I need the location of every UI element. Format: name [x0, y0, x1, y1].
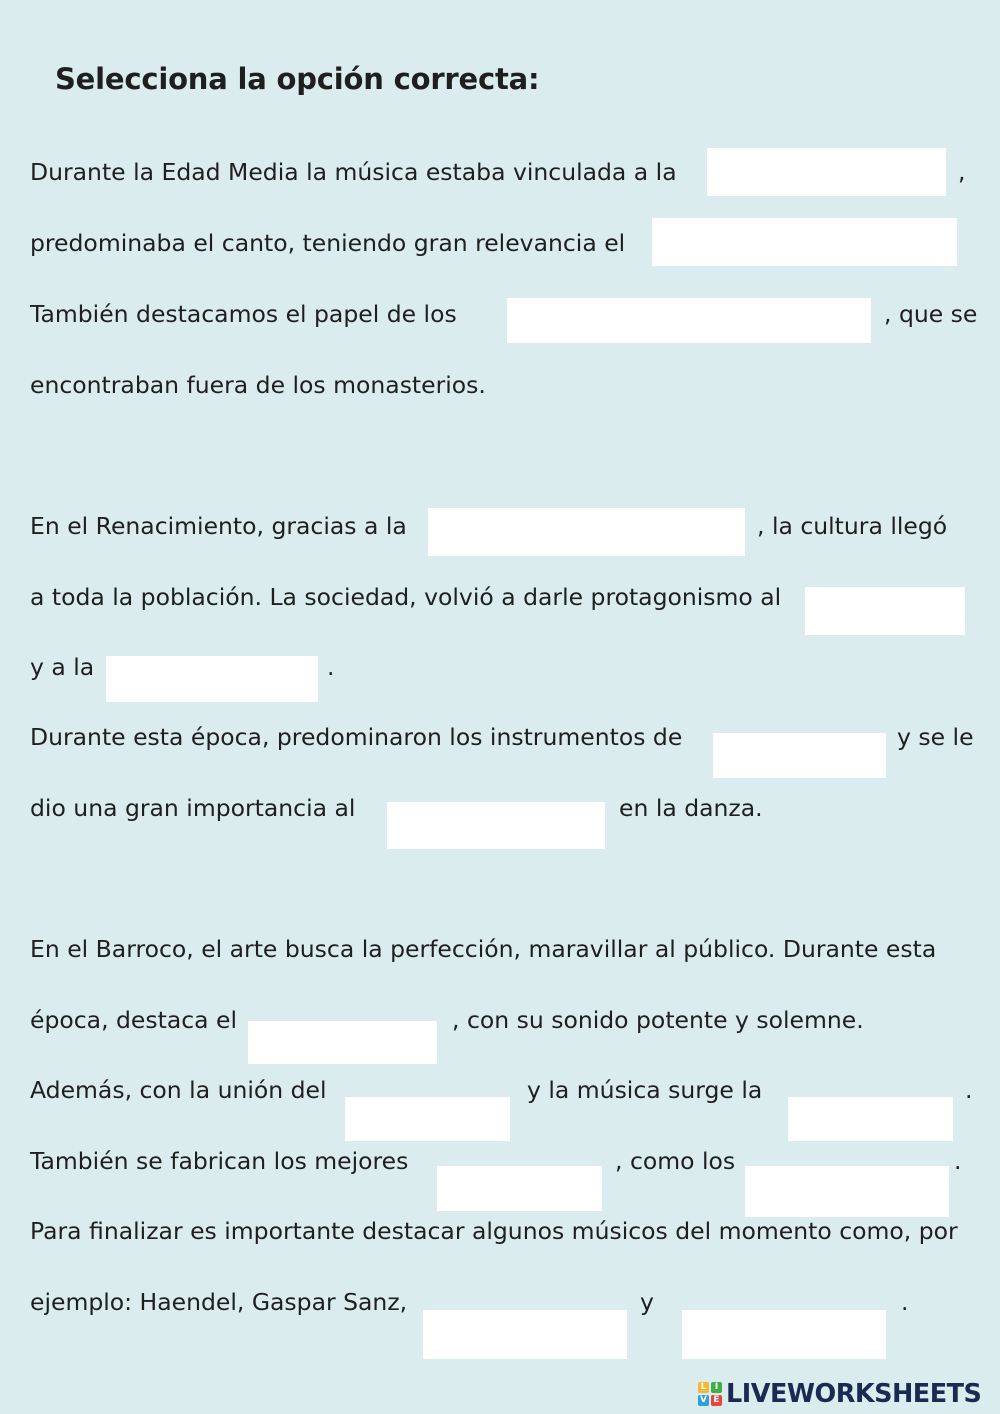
- text-fragment: y: [640, 1288, 654, 1316]
- text-fragment: .: [327, 653, 335, 681]
- text-fragment: .: [901, 1288, 909, 1316]
- answer-blank-5[interactable]: [805, 587, 965, 635]
- answer-blank-14[interactable]: [423, 1310, 627, 1359]
- text-fragment: , que se: [884, 300, 978, 328]
- text-line: encontraban fuera de los monasterios.: [30, 371, 486, 399]
- logo-letter: I: [711, 1382, 722, 1393]
- text-line: También se fabrican los mejores: [30, 1147, 409, 1175]
- logo-letter: L: [698, 1382, 709, 1393]
- answer-blank-4[interactable]: [428, 508, 745, 556]
- answer-blank-8[interactable]: [387, 802, 605, 849]
- text-line: Durante la Edad Media la música estaba vinculada a la: [30, 158, 677, 186]
- text-line: ejemplo: Haendel, Gaspar Sanz,: [30, 1288, 408, 1316]
- liveworksheets-name: LIVEWORKSHEETS: [726, 1379, 982, 1409]
- logo-letter: V: [698, 1395, 709, 1406]
- answer-blank-1[interactable]: [707, 148, 946, 196]
- text-fragment: y se le: [897, 723, 974, 751]
- answer-blank-2[interactable]: [652, 218, 957, 266]
- text-fragment: .: [965, 1076, 973, 1104]
- text-line: dio una gran importancia al: [30, 794, 356, 822]
- answer-blank-11[interactable]: [788, 1097, 953, 1141]
- text-line: predominaba el canto, teniendo gran relevancia el: [30, 229, 626, 257]
- answer-blank-12[interactable]: [437, 1166, 602, 1211]
- answer-blank-13[interactable]: [745, 1166, 949, 1217]
- liveworksheets-logo-icon: [698, 1382, 722, 1406]
- text-line: a toda la población. La sociedad, volvió a darle protagonismo al: [30, 583, 782, 611]
- text-line: época, destaca el: [30, 1006, 238, 1034]
- answer-blank-7[interactable]: [713, 733, 886, 778]
- text-fragment: .: [954, 1147, 962, 1175]
- text-line: También destacamos el papel de los: [30, 300, 457, 328]
- answer-blank-9[interactable]: [248, 1021, 437, 1064]
- text-fragment: , la cultura llegó: [757, 512, 948, 540]
- text-line: Para finalizar es importante destacar algunos músicos del momento como, por: [30, 1217, 958, 1245]
- answer-blank-15[interactable]: [682, 1310, 886, 1359]
- text-fragment: , con su sonido potente y solemne.: [452, 1006, 864, 1034]
- text-fragment: ,: [958, 158, 966, 186]
- text-line: Además, con la unión del: [30, 1076, 327, 1104]
- text-line: y a la: [30, 653, 95, 681]
- answer-blank-10[interactable]: [345, 1097, 510, 1141]
- text-fragment: , como los: [615, 1147, 736, 1175]
- text-line: En el Renacimiento, gracias a la: [30, 512, 407, 540]
- text-fragment: y la música surge la: [527, 1076, 763, 1104]
- text-fragment: en la danza.: [619, 794, 763, 822]
- answer-blank-3[interactable]: [507, 298, 871, 343]
- text-line: En el Barroco, el arte busca la perfección, maravillar al público. Durante esta: [30, 935, 937, 963]
- text-line: Durante esta época, predominaron los instrumentos de: [30, 723, 683, 751]
- worksheet-title: Selecciona la opción correcta:: [55, 62, 540, 96]
- logo-letter: E: [711, 1395, 722, 1406]
- liveworksheets-logo: [698, 1376, 981, 1412]
- answer-blank-6[interactable]: [106, 656, 318, 702]
